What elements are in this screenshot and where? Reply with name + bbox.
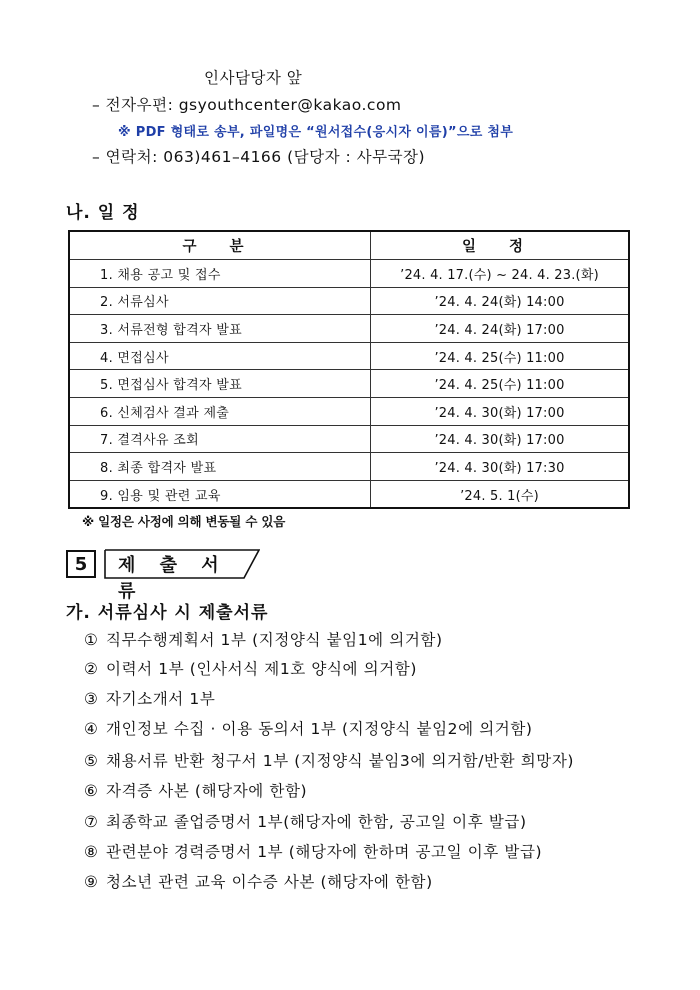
item-text: 관련분야 경력증명서 1부 (해당자에 한하며 공고일 이후 발급): [106, 843, 543, 861]
list-item: [84, 657, 417, 679]
item-text: 채용서류 반환 청구서 1부 (지정양식 붙임3에 의거함/반환 희망자): [106, 752, 575, 770]
item-mark: ⑧: [84, 843, 99, 861]
item-text: 청소년 관련 교육 이수증 사본 (해당자에 한함): [106, 873, 433, 891]
row-date: ’24. 4. 25(수) 11:00: [371, 370, 630, 398]
table-header-row: [69, 231, 629, 260]
recipient-line: 인사담당자 앞: [204, 69, 303, 87]
row-item: 7. 결격사유 조회: [69, 425, 371, 453]
row-item: 2. 서류심사: [69, 287, 371, 315]
item-text: 이력서 1부 (인사서식 제1호 양식에 의거함): [106, 660, 418, 678]
table-row: [69, 370, 629, 398]
list-item: [84, 870, 433, 892]
schedule-heading: 나. 일 정: [66, 203, 140, 223]
row-item: 5. 면접심사 합격자 발표: [69, 370, 371, 398]
list-item: [84, 749, 574, 771]
row-item: 9. 임용 및 관련 교육: [69, 480, 371, 508]
item-text: 직무수행계획서 1부 (지정양식 붙임1에 의거함): [106, 631, 443, 649]
row-date: ’24. 4. 25(수) 11:00: [371, 342, 630, 370]
schedule-footnote: ※ 일정은 사정에 의해 변동될 수 있음: [82, 514, 286, 529]
section-subheading: 가. 서류심사 시 제출서류: [66, 603, 269, 623]
row-item: 1. 채용 공고 및 접수: [69, 260, 371, 288]
section-title: 제 출 서 류: [118, 555, 228, 602]
row-date: ’24. 4. 24(화) 17:00: [371, 315, 630, 343]
list-item: [84, 687, 215, 709]
table-row: [69, 260, 629, 288]
list-item: [84, 717, 533, 739]
list-item: [84, 810, 527, 832]
list-item: [84, 628, 443, 650]
list-item: [84, 779, 307, 801]
item-text: 자기소개서 1부: [106, 690, 216, 708]
row-item: 4. 면접심사: [69, 342, 371, 370]
item-mark: ④: [84, 720, 99, 738]
section-number-badge: 5: [66, 550, 96, 578]
table-row: [69, 453, 629, 481]
item-mark: ③: [84, 690, 99, 708]
item-text: 개인정보 수집 · 이용 동의서 1부 (지정양식 붙임2에 의거함): [106, 720, 533, 738]
table-row: [69, 480, 629, 508]
table-row: [69, 397, 629, 425]
row-date: ’24. 4. 30(화) 17:00: [371, 425, 630, 453]
item-text: 최종학교 졸업증명서 1부(해당자에 한함, 공고일 이후 발급): [106, 813, 527, 831]
row-item: 8. 최종 합격자 발표: [69, 453, 371, 481]
pdf-note: ※ PDF 형태로 송부, 파일명은 “원서접수(응시자 이름)”으로 첨부: [118, 125, 514, 140]
table-row: [69, 287, 629, 315]
row-item: 6. 신체검사 결과 제출: [69, 397, 371, 425]
row-date: ’24. 4. 30(화) 17:30: [371, 453, 630, 481]
row-date: ’24. 5. 1(수): [371, 480, 630, 508]
email-line: – 전자우편: gsyouthcenter@kakao.com: [92, 96, 402, 114]
table-row: [69, 342, 629, 370]
row-date: ’24. 4. 17.(수) ~ 24. 4. 23.(화): [371, 260, 630, 288]
item-mark: ①: [84, 631, 99, 649]
list-item: [84, 840, 542, 862]
col-header-date: 일 정: [371, 231, 630, 260]
table-row: [69, 425, 629, 453]
item-text: 자격증 사본 (해당자에 한함): [106, 782, 308, 800]
item-mark: ⑥: [84, 782, 99, 800]
row-item: 3. 서류전형 합격자 발표: [69, 315, 371, 343]
col-header-item: 구 분: [69, 231, 371, 260]
section-title-box: [104, 549, 260, 602]
item-mark: ⑦: [84, 813, 99, 831]
phone-line: – 연락처: 063)461–4166 (담당자 : 사무국장): [92, 148, 426, 166]
item-mark: ⑨: [84, 873, 99, 891]
schedule-body: [69, 260, 629, 509]
row-date: ’24. 4. 30(화) 17:00: [371, 397, 630, 425]
item-mark: ⑤: [84, 752, 99, 770]
schedule-table: [68, 230, 630, 509]
item-mark: ②: [84, 660, 99, 678]
row-date: ’24. 4. 24(화) 14:00: [371, 287, 630, 315]
table-row: [69, 315, 629, 343]
